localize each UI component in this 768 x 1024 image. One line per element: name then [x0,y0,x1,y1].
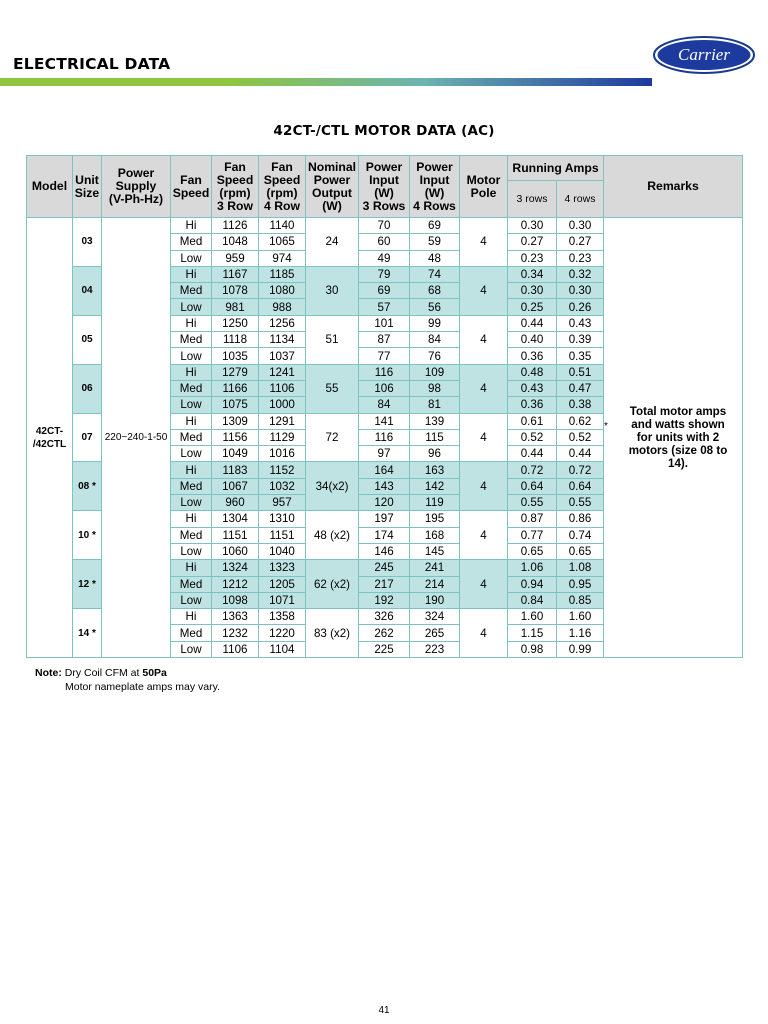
footnote [35,667,220,694]
power-input-4-cell: 59 [410,234,460,250]
rpm-3row-cell: 1304 [212,511,259,527]
amps-4rows-cell: 0.51 [557,364,604,380]
amps-3rows-cell: 0.40 [508,332,557,348]
rpm-4row-cell: 1106 [259,380,306,396]
amps-4rows-cell: 0.95 [557,576,604,592]
amps-4rows-cell: 0.26 [557,299,604,315]
power-input-4-cell: 99 [410,315,460,331]
nominal-output-cell: 51 [306,315,359,364]
amps-3rows-cell: 0.44 [508,315,557,331]
remarks-line: and watts shown [631,418,725,431]
table-title: 42CT-/CTL MOTOR DATA (AC) [273,123,495,139]
motor-pole-cell: 4 [460,266,508,315]
amps-3rows-cell: 0.87 [508,511,557,527]
amps-4rows-cell: 0.52 [557,429,604,445]
amps-4rows-cell: 0.55 [557,495,604,511]
power-input-4-cell: 139 [410,413,460,429]
section-title: ELECTRICAL DATA [13,55,171,73]
amps-3rows-cell: 1.60 [508,609,557,625]
amps-3rows-cell: 0.77 [508,527,557,543]
amps-3rows-cell: 0.55 [508,495,557,511]
fan-speed-cell: Low [171,250,212,266]
amps-3rows-cell: 0.98 [508,641,557,657]
rpm-3row-cell: 1232 [212,625,259,641]
motor-pole-cell: 4 [460,364,508,413]
power-input-3-cell: 197 [359,511,410,527]
fan-speed-cell: Hi [171,462,212,478]
power-input-3-cell: 101 [359,315,410,331]
power-input-4-cell: 109 [410,364,460,380]
amps-4rows-cell: 0.85 [557,592,604,608]
rpm-3row-cell: 1049 [212,446,259,462]
fan-speed-cell: Med [171,527,212,543]
rpm-3row-cell: 1048 [212,234,259,250]
rpm-4row-cell: 988 [259,299,306,315]
rpm-4row-cell: 974 [259,250,306,266]
power-input-3-cell: 70 [359,218,410,234]
power-input-3-cell: 262 [359,625,410,641]
nominal-output-cell: 83 (x2) [306,609,359,658]
nominal-output-cell: 72 [306,413,359,462]
amps-4rows-cell: 0.47 [557,380,604,396]
col-header-model: Model [27,156,73,218]
rpm-4row-cell: 1220 [259,625,306,641]
power-input-4-cell: 98 [410,380,460,396]
col-header-nominal-power: Nominal Power Output (W) [306,156,359,218]
rpm-4row-cell: 1016 [259,446,306,462]
power-input-4-cell: 69 [410,218,460,234]
fan-speed-cell: Med [171,332,212,348]
table-row [27,218,743,234]
amps-4rows-cell: 0.30 [557,218,604,234]
motor-data-table [26,155,743,658]
amps-3rows-cell: 0.34 [508,266,557,282]
power-input-4-cell: 142 [410,478,460,494]
nominal-output-cell: 30 [306,266,359,315]
fan-speed-cell: Hi [171,315,212,331]
nominal-output-cell: 48 (x2) [306,511,359,560]
amps-3rows-cell: 0.30 [508,283,557,299]
amps-4rows-cell: 1.16 [557,625,604,641]
rpm-4row-cell: 1151 [259,527,306,543]
amps-4rows-cell: 0.44 [557,446,604,462]
power-input-3-cell: 49 [359,250,410,266]
amps-3rows-cell: 1.15 [508,625,557,641]
note-line1-bold: 50Pa [142,667,167,679]
power-input-3-cell: 69 [359,283,410,299]
fan-speed-cell: Low [171,495,212,511]
amps-4rows-cell: 0.43 [557,315,604,331]
power-input-4-cell: 223 [410,641,460,657]
rpm-3row-cell: 1324 [212,560,259,576]
rpm-4row-cell: 1205 [259,576,306,592]
power-input-4-cell: 48 [410,250,460,266]
power-input-4-cell: 324 [410,609,460,625]
amps-3rows-cell: 0.36 [508,397,557,413]
col-header-unit-size: Unit Size [73,156,102,218]
fan-speed-cell: Med [171,576,212,592]
amps-3rows-cell: 0.23 [508,250,557,266]
unit-size-cell: 06 [73,364,102,413]
rpm-4row-cell: 1256 [259,315,306,331]
amps-4rows-cell: 0.27 [557,234,604,250]
amps-4rows-cell: 0.72 [557,462,604,478]
unit-size-cell: 04 [73,266,102,315]
rpm-4row-cell: 1032 [259,478,306,494]
power-input-4-cell: 96 [410,446,460,462]
rpm-3row-cell: 1035 [212,348,259,364]
remarks-line: Total motor amps [629,405,727,418]
power-input-3-cell: 97 [359,446,410,462]
amps-4rows-cell: 1.60 [557,609,604,625]
col-header-amps-4rows: 4 rows [557,181,604,218]
power-input-4-cell: 56 [410,299,460,315]
col-header-power-supply: Power Supply (V-Ph-Hz) [102,156,171,218]
col-header-fan-speed: Fan Speed [171,156,212,218]
amps-3rows-cell: 0.30 [508,218,557,234]
power-input-3-cell: 225 [359,641,410,657]
amps-3rows-cell: 0.27 [508,234,557,250]
fan-speed-cell: Hi [171,560,212,576]
power-input-3-cell: 116 [359,429,410,445]
rpm-3row-cell: 1098 [212,592,259,608]
rpm-4row-cell: 1071 [259,592,306,608]
rpm-4row-cell: 1185 [259,266,306,282]
rpm-4row-cell: 1134 [259,332,306,348]
power-input-3-cell: 106 [359,380,410,396]
amps-3rows-cell: 0.25 [508,299,557,315]
amps-3rows-cell: 1.06 [508,560,557,576]
power-input-3-cell: 326 [359,609,410,625]
amps-3rows-cell: 0.44 [508,446,557,462]
unit-size-cell: 12 * [73,560,102,609]
rpm-3row-cell: 1212 [212,576,259,592]
rpm-4row-cell: 1140 [259,218,306,234]
amps-4rows-cell: 0.32 [557,266,604,282]
amps-3rows-cell: 0.52 [508,429,557,445]
power-input-4-cell: 190 [410,592,460,608]
unit-size-cell: 14 * [73,609,102,658]
page-number: 41 [378,1005,390,1016]
fan-speed-cell: Low [171,543,212,559]
motor-pole-cell: 4 [460,511,508,560]
logo-text: Carrier [678,45,730,64]
motor-pole-cell: 4 [460,560,508,609]
power-input-3-cell: 174 [359,527,410,543]
note-line2: Motor nameplate amps may vary. [65,680,221,693]
rpm-3row-cell: 1279 [212,364,259,380]
power-input-4-cell: 214 [410,576,460,592]
rpm-4row-cell: 1358 [259,609,306,625]
fan-speed-cell: Med [171,283,212,299]
fan-speed-cell: Hi [171,511,212,527]
remarks-line: 14). [668,457,688,470]
power-input-3-cell: 87 [359,332,410,348]
power-input-4-cell: 195 [410,511,460,527]
unit-size-cell: 03 [73,218,102,267]
rpm-4row-cell: 1000 [259,397,306,413]
rpm-4row-cell: 1310 [259,511,306,527]
rpm-4row-cell: 1291 [259,413,306,429]
fan-speed-cell: Low [171,299,212,315]
rpm-4row-cell: 1037 [259,348,306,364]
col-header-motor-pole: Motor Pole [460,156,508,218]
remarks-cell [604,218,743,658]
rpm-3row-cell: 1118 [212,332,259,348]
rpm-3row-cell: 1156 [212,429,259,445]
rpm-4row-cell: 1241 [259,364,306,380]
rpm-4row-cell: 957 [259,495,306,511]
rpm-4row-cell: 1129 [259,429,306,445]
rpm-3row-cell: 1167 [212,266,259,282]
motor-pole-cell: 4 [460,413,508,462]
rpm-4row-cell: 1152 [259,462,306,478]
fan-speed-cell: Med [171,625,212,641]
note-line1: Dry Coil CFM at [61,667,143,679]
col-header-power-input-3: Power Input (W) 3 Rows [359,156,410,218]
rpm-4row-cell: 1323 [259,560,306,576]
power-input-3-cell: 84 [359,397,410,413]
rpm-3row-cell: 959 [212,250,259,266]
rpm-3row-cell: 1151 [212,527,259,543]
power-input-3-cell: 141 [359,413,410,429]
amps-4rows-cell: 0.65 [557,543,604,559]
amps-3rows-cell: 0.61 [508,413,557,429]
power-input-4-cell: 145 [410,543,460,559]
power-input-4-cell: 76 [410,348,460,364]
power-input-3-cell: 60 [359,234,410,250]
fan-speed-cell: Hi [171,266,212,282]
fan-speed-cell: Hi [171,218,212,234]
motor-pole-cell: 4 [460,315,508,364]
motor-pole-cell: 4 [460,462,508,511]
col-header-amps-3rows: 3 rows [508,181,557,218]
fan-speed-cell: Med [171,478,212,494]
unit-size-cell: 07 [73,413,102,462]
power-input-4-cell: 74 [410,266,460,282]
amps-4rows-cell: 0.62 [557,413,604,429]
power-input-4-cell: 265 [410,625,460,641]
rpm-3row-cell: 1106 [212,641,259,657]
amps-4rows-cell: 0.39 [557,332,604,348]
nominal-output-cell: 34(x2) [306,462,359,511]
motor-pole-cell: 4 [460,609,508,658]
amps-4rows-cell: 0.64 [557,478,604,494]
fan-speed-cell: Hi [171,609,212,625]
fan-speed-cell: Med [171,429,212,445]
motor-pole-cell: 4 [460,218,508,267]
amps-4rows-cell: 0.30 [557,283,604,299]
fan-speed-cell: Low [171,641,212,657]
fan-speed-cell: Low [171,397,212,413]
unit-size-cell: 05 [73,315,102,364]
amps-3rows-cell: 0.72 [508,462,557,478]
col-header-remarks: Remarks [604,156,743,218]
rpm-3row-cell: 1166 [212,380,259,396]
rpm-3row-cell: 1363 [212,609,259,625]
power-input-3-cell: 116 [359,364,410,380]
amps-4rows-cell: 0.38 [557,397,604,413]
header-gradient-bar [0,78,652,86]
carrier-logo [652,35,756,75]
rpm-4row-cell: 1104 [259,641,306,657]
unit-size-cell: 10 * [73,511,102,560]
amps-4rows-cell: 0.35 [557,348,604,364]
amps-4rows-cell: 1.08 [557,560,604,576]
amps-3rows-cell: 0.48 [508,364,557,380]
power-input-4-cell: 241 [410,560,460,576]
amps-3rows-cell: 0.65 [508,543,557,559]
amps-4rows-cell: 0.99 [557,641,604,657]
power-input-3-cell: 245 [359,560,410,576]
amps-4rows-cell: 0.86 [557,511,604,527]
unit-size-cell: 08 * [73,462,102,511]
rpm-4row-cell: 1040 [259,543,306,559]
model-cell: 42CT- /42CTL [27,218,73,658]
amps-3rows-cell: 0.64 [508,478,557,494]
power-input-4-cell: 84 [410,332,460,348]
fan-speed-cell: Med [171,234,212,250]
col-header-power-input-4: Power Input (W) 4 Rows [410,156,460,218]
nominal-output-cell: 62 (x2) [306,560,359,609]
fan-speed-cell: Med [171,380,212,396]
fan-speed-cell: Low [171,592,212,608]
nominal-output-cell: 24 [306,218,359,267]
rpm-3row-cell: 1126 [212,218,259,234]
remarks-line: motors (size 08 to [628,444,728,457]
power-input-3-cell: 120 [359,495,410,511]
power-input-3-cell: 79 [359,266,410,282]
amps-3rows-cell: 0.94 [508,576,557,592]
power-input-3-cell: 217 [359,576,410,592]
power-input-3-cell: 77 [359,348,410,364]
power-input-4-cell: 115 [410,429,460,445]
col-header-fan-speed-4row: Fan Speed (rpm) 4 Row [259,156,306,218]
power-input-4-cell: 119 [410,495,460,511]
rpm-3row-cell: 1060 [212,543,259,559]
rpm-3row-cell: 1183 [212,462,259,478]
note-label: Note: [35,667,62,679]
rpm-3row-cell: 1075 [212,397,259,413]
fan-speed-cell: Low [171,348,212,364]
fan-speed-cell: Hi [171,413,212,429]
power-input-4-cell: 68 [410,283,460,299]
nominal-output-cell: 55 [306,364,359,413]
fan-speed-cell: Low [171,446,212,462]
rpm-3row-cell: 1250 [212,315,259,331]
rpm-3row-cell: 1078 [212,283,259,299]
amps-4rows-cell: 0.23 [557,250,604,266]
rpm-3row-cell: 1309 [212,413,259,429]
col-header-running-amps: Running Amps [508,156,604,181]
power-supply-cell: 220~240-1-50 [102,218,171,658]
rpm-4row-cell: 1065 [259,234,306,250]
power-input-3-cell: 143 [359,478,410,494]
power-input-4-cell: 163 [410,462,460,478]
power-input-4-cell: 168 [410,527,460,543]
rpm-3row-cell: 1067 [212,478,259,494]
power-input-3-cell: 146 [359,543,410,559]
fan-speed-cell: Hi [171,364,212,380]
power-input-4-cell: 81 [410,397,460,413]
amps-3rows-cell: 0.36 [508,348,557,364]
col-header-fan-speed-3row: Fan Speed (rpm) 3 Row [212,156,259,218]
amps-3rows-cell: 0.43 [508,380,557,396]
remarks-asterisk: * [604,420,608,432]
rpm-3row-cell: 960 [212,495,259,511]
power-input-3-cell: 164 [359,462,410,478]
rpm-3row-cell: 981 [212,299,259,315]
remarks-line: for units with 2 [636,431,720,444]
rpm-4row-cell: 1080 [259,283,306,299]
power-input-3-cell: 192 [359,592,410,608]
amps-4rows-cell: 0.74 [557,527,604,543]
power-input-3-cell: 57 [359,299,410,315]
amps-3rows-cell: 0.84 [508,592,557,608]
